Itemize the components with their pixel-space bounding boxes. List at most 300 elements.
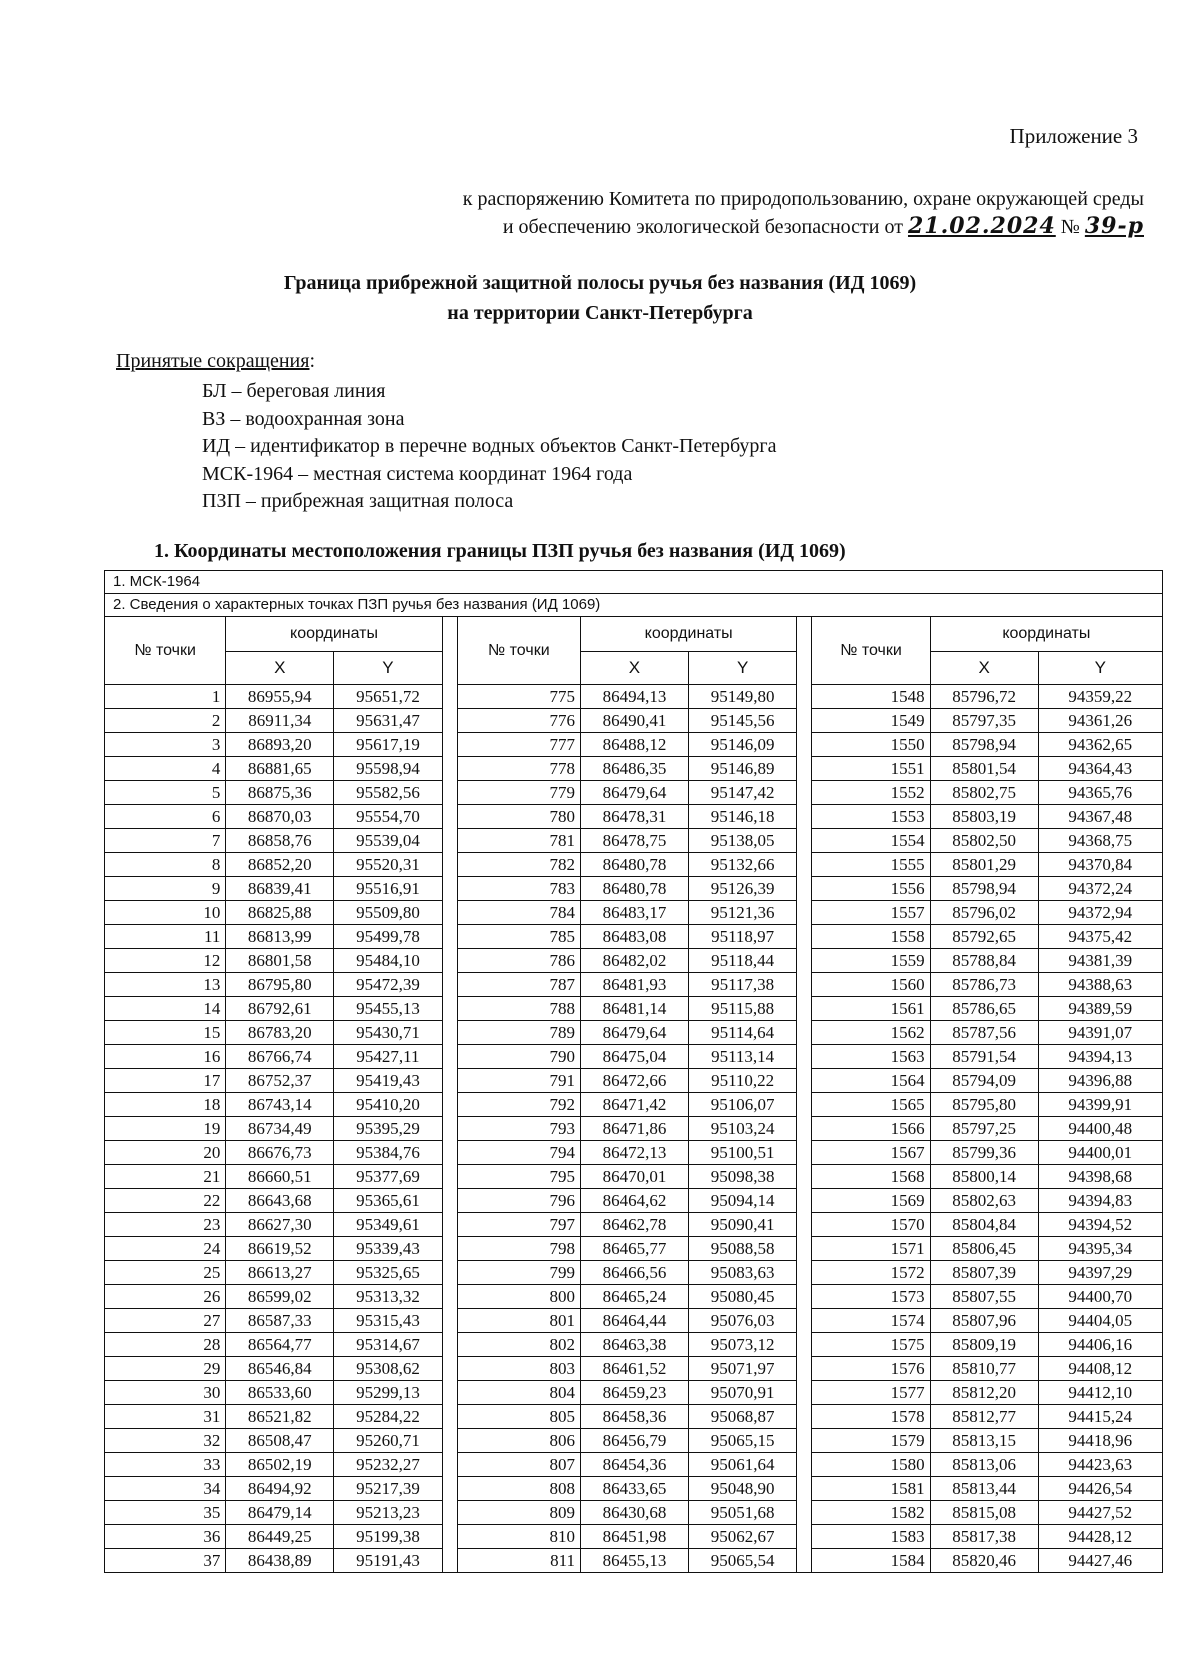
- table-row: [105, 1381, 442, 1405]
- x-coordinate-cell: 86471,42: [581, 1093, 689, 1117]
- y-coordinate-cell: 95260,71: [334, 1429, 442, 1453]
- table-row: [458, 949, 797, 973]
- y-coordinate-cell: 95113,14: [688, 1045, 796, 1069]
- point-number-cell: 778: [458, 757, 581, 781]
- table-row: [105, 829, 442, 853]
- y-coordinate-cell: 94427,52: [1038, 1501, 1162, 1525]
- point-number-cell: 28: [105, 1333, 226, 1357]
- y-coordinate-cell: 95539,04: [334, 829, 442, 853]
- y-coordinate-cell: 95115,88: [688, 997, 796, 1021]
- table-row: [105, 1429, 442, 1453]
- y-coordinate-cell: 95325,65: [334, 1261, 442, 1285]
- x-coordinate-cell: 86546,84: [226, 1357, 334, 1381]
- x-coordinate-cell: 86461,52: [581, 1357, 689, 1381]
- table-row: [105, 1117, 442, 1141]
- x-coordinate-cell: 85817,38: [930, 1525, 1038, 1549]
- table-row: [812, 1021, 1162, 1045]
- point-number-cell: 2: [105, 709, 226, 733]
- y-coordinate-cell: 95520,31: [334, 853, 442, 877]
- y-coordinate-cell: 95145,56: [688, 709, 796, 733]
- table-row: [105, 1477, 442, 1501]
- point-number-cell: 1: [105, 685, 226, 709]
- y-coordinate-cell: 94423,63: [1038, 1453, 1162, 1477]
- x-coordinate-cell: 86494,92: [226, 1477, 334, 1501]
- x-coordinate-cell: 85795,80: [930, 1093, 1038, 1117]
- x-coordinate-cell: 86870,03: [226, 805, 334, 829]
- y-coordinate-cell: 95232,27: [334, 1453, 442, 1477]
- table-row: [458, 781, 797, 805]
- order-line-1: к распоряжению Комитета по природопользованию, охране окружающей среды: [462, 188, 1144, 210]
- y-coordinate-cell: 95149,80: [688, 685, 796, 709]
- x-coordinate-cell: 85799,36: [930, 1141, 1038, 1165]
- point-number-cell: 802: [458, 1333, 581, 1357]
- y-coordinate-cell: 95147,42: [688, 781, 796, 805]
- x-coordinate-cell: 86465,24: [581, 1285, 689, 1309]
- y-coordinate-cell: 95365,61: [334, 1189, 442, 1213]
- table-row: [458, 1165, 797, 1189]
- x-coordinate-cell: 86459,23: [581, 1381, 689, 1405]
- point-number-cell: 16: [105, 1045, 226, 1069]
- x-coordinate-cell: 85796,02: [930, 901, 1038, 925]
- abbreviation-item: ВЗ – водоохранная зона: [202, 407, 405, 430]
- point-number-cell: 1558: [812, 925, 930, 949]
- point-number-cell: 805: [458, 1405, 581, 1429]
- table-row: [812, 757, 1162, 781]
- x-coordinate-cell: 85803,19: [930, 805, 1038, 829]
- y-coordinate-cell: 94426,54: [1038, 1477, 1162, 1501]
- y-coordinate-cell: 95313,32: [334, 1285, 442, 1309]
- table-row: [812, 901, 1162, 925]
- point-number-cell: 1583: [812, 1525, 930, 1549]
- point-number-cell: 18: [105, 1093, 226, 1117]
- x-coordinate-cell: 85788,84: [930, 949, 1038, 973]
- point-number-cell: 14: [105, 997, 226, 1021]
- table-row: [458, 1309, 797, 1333]
- y-coordinate-cell: 95065,54: [688, 1549, 796, 1573]
- table-row: [105, 1045, 442, 1069]
- y-coordinate-cell: 95062,67: [688, 1525, 796, 1549]
- abbreviation-item: МСК-1964 – местная система координат 1964 года: [202, 462, 633, 485]
- y-coordinate-cell: 95554,70: [334, 805, 442, 829]
- table-row: [812, 1285, 1162, 1309]
- point-number-cell: 784: [458, 901, 581, 925]
- table-row: [105, 1189, 442, 1213]
- point-number-cell: 1568: [812, 1165, 930, 1189]
- table-row: [812, 1261, 1162, 1285]
- y-coordinate-cell: 94400,01: [1038, 1141, 1162, 1165]
- y-coordinate-cell: 95631,47: [334, 709, 442, 733]
- table-row: [458, 1477, 797, 1501]
- x-coordinate-cell: 85807,39: [930, 1261, 1038, 1285]
- y-coordinate-cell: 95048,90: [688, 1477, 796, 1501]
- y-coordinate-cell: 94362,65: [1038, 733, 1162, 757]
- point-number-cell: 35: [105, 1501, 226, 1525]
- x-coordinate-cell: 86480,78: [581, 877, 689, 901]
- point-number-cell: 1555: [812, 853, 930, 877]
- x-coordinate-cell: 86480,78: [581, 853, 689, 877]
- x-coordinate-cell: 85820,46: [930, 1549, 1038, 1573]
- point-number-cell: 788: [458, 997, 581, 1021]
- point-number-cell: 1569: [812, 1189, 930, 1213]
- table-row: [458, 1021, 797, 1045]
- table-row: [812, 853, 1162, 877]
- y-coordinate-cell: 95384,76: [334, 1141, 442, 1165]
- y-coordinate-cell: 95617,19: [334, 733, 442, 757]
- table-row: [105, 1405, 442, 1429]
- point-number-cell: 808: [458, 1477, 581, 1501]
- x-coordinate-cell: 86458,36: [581, 1405, 689, 1429]
- x-coordinate-cell: 85797,35: [930, 709, 1038, 733]
- y-coordinate-cell: 95314,67: [334, 1333, 442, 1357]
- point-number-cell: 1565: [812, 1093, 930, 1117]
- y-coordinate-cell: 94395,34: [1038, 1237, 1162, 1261]
- point-number-cell: 1554: [812, 829, 930, 853]
- x-coordinate-cell: 85801,54: [930, 757, 1038, 781]
- y-coordinate-cell: 94365,76: [1038, 781, 1162, 805]
- point-number-cell: 776: [458, 709, 581, 733]
- x-coordinate-cell: 85813,06: [930, 1453, 1038, 1477]
- y-coordinate-cell: 95106,07: [688, 1093, 796, 1117]
- table-row: [458, 877, 797, 901]
- point-number-cell: 1567: [812, 1141, 930, 1165]
- x-coordinate-cell: 86587,33: [226, 1309, 334, 1333]
- point-number-cell: 796: [458, 1189, 581, 1213]
- x-coordinate-cell: 86599,02: [226, 1285, 334, 1309]
- y-coordinate-cell: 95499,78: [334, 925, 442, 949]
- table-row: [105, 1093, 442, 1117]
- x-coordinate-cell: 86481,14: [581, 997, 689, 1021]
- table-row: [812, 1549, 1162, 1573]
- table-row: [812, 1357, 1162, 1381]
- x-coordinate-cell: 86433,65: [581, 1477, 689, 1501]
- point-number-cell: 3: [105, 733, 226, 757]
- point-number-cell: 12: [105, 949, 226, 973]
- x-coordinate-cell: 86676,73: [226, 1141, 334, 1165]
- point-number-cell: 26: [105, 1285, 226, 1309]
- y-coordinate-cell: 94406,16: [1038, 1333, 1162, 1357]
- table-row: [458, 733, 797, 757]
- table-row: [458, 853, 797, 877]
- y-coordinate-cell: 95100,51: [688, 1141, 796, 1165]
- x-coordinate-cell: 85796,72: [930, 685, 1038, 709]
- point-number-cell: 1574: [812, 1309, 930, 1333]
- x-coordinate-cell: 86438,89: [226, 1549, 334, 1573]
- y-coordinate-cell: 95484,10: [334, 949, 442, 973]
- table-row: [105, 949, 442, 973]
- y-coordinate-cell: 94391,07: [1038, 1021, 1162, 1045]
- x-coordinate-cell: 86470,01: [581, 1165, 689, 1189]
- y-coordinate-cell: 95598,94: [334, 757, 442, 781]
- x-coordinate-cell: 86858,76: [226, 829, 334, 853]
- y-coordinate-cell: 95138,05: [688, 829, 796, 853]
- x-coordinate-cell: 86478,75: [581, 829, 689, 853]
- table-row: [458, 997, 797, 1021]
- point-number-cell: 1577: [812, 1381, 930, 1405]
- x-coordinate-cell: 86521,82: [226, 1405, 334, 1429]
- table-blocks: [105, 617, 1162, 1572]
- table-row: [812, 1165, 1162, 1189]
- table-row: [812, 709, 1162, 733]
- y-coordinate-cell: 94412,10: [1038, 1381, 1162, 1405]
- table-row: [105, 685, 442, 709]
- y-coordinate-cell: 94400,70: [1038, 1285, 1162, 1309]
- point-number-cell: 6: [105, 805, 226, 829]
- x-coordinate-cell: 85787,56: [930, 1021, 1038, 1045]
- x-coordinate-cell: 86627,30: [226, 1213, 334, 1237]
- y-coordinate-cell: 94364,43: [1038, 757, 1162, 781]
- x-coordinate-cell: 86490,41: [581, 709, 689, 733]
- annex-label: Приложение 3: [1009, 124, 1138, 148]
- table-row: [105, 1333, 442, 1357]
- y-coordinate-cell: 95065,15: [688, 1429, 796, 1453]
- y-coordinate-cell: 95146,89: [688, 757, 796, 781]
- x-coordinate-cell: 86488,12: [581, 733, 689, 757]
- y-coordinate-cell: 94361,26: [1038, 709, 1162, 733]
- table-row: [105, 1285, 442, 1309]
- table-row: [458, 1285, 797, 1309]
- table-row: [105, 1021, 442, 1045]
- y-coordinate-cell: 95132,66: [688, 853, 796, 877]
- point-number-cell: 801: [458, 1309, 581, 1333]
- table-row: [105, 877, 442, 901]
- x-coordinate-cell: 86643,68: [226, 1189, 334, 1213]
- table-row: [812, 781, 1162, 805]
- table-row: [105, 1501, 442, 1525]
- coordinates-table: [104, 570, 1163, 1573]
- point-number-cell: 1562: [812, 1021, 930, 1045]
- y-coordinate-cell: 95068,87: [688, 1405, 796, 1429]
- table-row: [105, 709, 442, 733]
- table-row: [812, 1237, 1162, 1261]
- point-number-cell: 1551: [812, 757, 930, 781]
- order-reference: [244, 186, 1144, 241]
- y-coordinate-cell: 94368,75: [1038, 829, 1162, 853]
- abbreviations-list: [202, 378, 776, 516]
- x-coordinate-cell: 86825,88: [226, 901, 334, 925]
- order-line-2-prefix: и обеспечению экологической безопасности от: [502, 216, 903, 238]
- points-block: [458, 617, 797, 1572]
- point-number-cell: 9: [105, 877, 226, 901]
- x-coordinate-cell: 85807,96: [930, 1309, 1038, 1333]
- table-row: [458, 1453, 797, 1477]
- x-coordinate-cell: 86766,74: [226, 1045, 334, 1069]
- table-row: [458, 1381, 797, 1405]
- y-coordinate-cell: 95315,43: [334, 1309, 442, 1333]
- point-number-cell: 1579: [812, 1429, 930, 1453]
- point-number-cell: 1578: [812, 1405, 930, 1429]
- x-coordinate-cell: 86471,86: [581, 1117, 689, 1141]
- table-row: [812, 1453, 1162, 1477]
- y-coordinate-cell: 94394,52: [1038, 1213, 1162, 1237]
- table-row: [458, 805, 797, 829]
- x-coordinate-cell: 86502,19: [226, 1453, 334, 1477]
- table-row: [812, 1405, 1162, 1429]
- abbreviations-heading: [116, 350, 315, 373]
- y-coordinate-cell: 94398,68: [1038, 1165, 1162, 1189]
- x-coordinate-cell: 86479,64: [581, 1021, 689, 1045]
- y-coordinate-cell: 94388,63: [1038, 973, 1162, 997]
- table-row: [105, 1069, 442, 1093]
- column-x: X: [581, 652, 689, 685]
- y-coordinate-cell: 94400,48: [1038, 1117, 1162, 1141]
- table-row: [458, 1237, 797, 1261]
- x-coordinate-cell: 86881,65: [226, 757, 334, 781]
- y-coordinate-cell: 94404,05: [1038, 1309, 1162, 1333]
- table-row: [105, 1237, 442, 1261]
- x-coordinate-cell: 85813,44: [930, 1477, 1038, 1501]
- point-number-cell: 798: [458, 1237, 581, 1261]
- point-number-cell: 806: [458, 1429, 581, 1453]
- table-row: [105, 973, 442, 997]
- table-row: [458, 1069, 797, 1093]
- y-coordinate-cell: 95217,39: [334, 1477, 442, 1501]
- x-coordinate-cell: 86478,31: [581, 805, 689, 829]
- x-coordinate-cell: 85798,94: [930, 877, 1038, 901]
- coordinate-system-row: 1. МСК-1964: [105, 571, 1162, 594]
- y-coordinate-cell: 95419,43: [334, 1069, 442, 1093]
- point-number-cell: 17: [105, 1069, 226, 1093]
- column-coordinates: координаты: [226, 617, 442, 652]
- x-coordinate-cell: 86839,41: [226, 877, 334, 901]
- point-number-cell: 1576: [812, 1357, 930, 1381]
- x-coordinate-cell: 85812,20: [930, 1381, 1038, 1405]
- point-number-cell: 1570: [812, 1213, 930, 1237]
- point-number-cell: 793: [458, 1117, 581, 1141]
- y-coordinate-cell: 95117,38: [688, 973, 796, 997]
- y-coordinate-cell: 95582,56: [334, 781, 442, 805]
- x-coordinate-cell: 85806,45: [930, 1237, 1038, 1261]
- y-coordinate-cell: 95430,71: [334, 1021, 442, 1045]
- point-number-cell: 1584: [812, 1549, 930, 1573]
- y-coordinate-cell: 95339,43: [334, 1237, 442, 1261]
- point-number-cell: 777: [458, 733, 581, 757]
- y-coordinate-cell: 95191,43: [334, 1549, 442, 1573]
- section-title: 1. Координаты местоположения границы ПЗП ручья без названия (ИД 1069): [154, 540, 846, 562]
- point-number-cell: 19: [105, 1117, 226, 1141]
- table-row: [458, 1141, 797, 1165]
- table-row: [812, 1093, 1162, 1117]
- point-number-cell: 1553: [812, 805, 930, 829]
- y-coordinate-cell: 95088,58: [688, 1237, 796, 1261]
- y-coordinate-cell: 94397,29: [1038, 1261, 1162, 1285]
- points-block: [105, 617, 442, 1572]
- y-coordinate-cell: 95118,97: [688, 925, 796, 949]
- point-number-cell: 1556: [812, 877, 930, 901]
- x-coordinate-cell: 86734,49: [226, 1117, 334, 1141]
- point-number-cell: 794: [458, 1141, 581, 1165]
- y-coordinate-cell: 95377,69: [334, 1165, 442, 1189]
- y-coordinate-cell: 94375,42: [1038, 925, 1162, 949]
- table-row: [458, 901, 797, 925]
- point-number-cell: 21: [105, 1165, 226, 1189]
- x-coordinate-cell: 86752,37: [226, 1069, 334, 1093]
- table-row: [812, 1189, 1162, 1213]
- table-row: [105, 997, 442, 1021]
- order-number-label: №: [1060, 216, 1080, 238]
- table-row: [812, 1213, 1162, 1237]
- x-coordinate-cell: 86795,80: [226, 973, 334, 997]
- x-coordinate-cell: 85794,09: [930, 1069, 1038, 1093]
- column-y: Y: [334, 652, 442, 685]
- table-row: [812, 1381, 1162, 1405]
- table-row: [812, 1069, 1162, 1093]
- point-number-cell: 1549: [812, 709, 930, 733]
- point-number-cell: 803: [458, 1357, 581, 1381]
- table-row: [812, 733, 1162, 757]
- table-row: [105, 1525, 442, 1549]
- x-coordinate-cell: 86792,61: [226, 997, 334, 1021]
- x-coordinate-cell: 86783,20: [226, 1021, 334, 1045]
- point-number-cell: 787: [458, 973, 581, 997]
- y-coordinate-cell: 94370,84: [1038, 853, 1162, 877]
- point-number-cell: 785: [458, 925, 581, 949]
- point-number-cell: 1575: [812, 1333, 930, 1357]
- document-title-line-1: Граница прибрежной защитной полосы ручья без названия (ИД 1069): [283, 272, 917, 294]
- table-row: [458, 757, 797, 781]
- point-number-cell: 780: [458, 805, 581, 829]
- point-number-cell: 32: [105, 1429, 226, 1453]
- y-coordinate-cell: 95455,13: [334, 997, 442, 1021]
- x-coordinate-cell: 86463,38: [581, 1333, 689, 1357]
- point-number-cell: 33: [105, 1453, 226, 1477]
- y-coordinate-cell: 94428,12: [1038, 1525, 1162, 1549]
- point-number-cell: 25: [105, 1261, 226, 1285]
- x-coordinate-cell: 86619,52: [226, 1237, 334, 1261]
- x-coordinate-cell: 86449,25: [226, 1525, 334, 1549]
- y-coordinate-cell: 95076,03: [688, 1309, 796, 1333]
- column-y: Y: [1038, 652, 1162, 685]
- table-row: [458, 973, 797, 997]
- x-coordinate-cell: 85792,65: [930, 925, 1038, 949]
- x-coordinate-cell: 86955,94: [226, 685, 334, 709]
- point-number-cell: 807: [458, 1453, 581, 1477]
- x-coordinate-cell: 86475,04: [581, 1045, 689, 1069]
- table-row: [458, 1501, 797, 1525]
- y-coordinate-cell: 94399,91: [1038, 1093, 1162, 1117]
- table-row: [458, 1525, 797, 1549]
- x-coordinate-cell: 86813,99: [226, 925, 334, 949]
- point-number-cell: 1548: [812, 685, 930, 709]
- point-number-cell: 22: [105, 1189, 226, 1213]
- x-coordinate-cell: 86472,13: [581, 1141, 689, 1165]
- x-coordinate-cell: 86454,36: [581, 1453, 689, 1477]
- point-number-cell: 779: [458, 781, 581, 805]
- point-number-cell: 1557: [812, 901, 930, 925]
- y-coordinate-cell: 95126,39: [688, 877, 796, 901]
- y-coordinate-cell: 95103,24: [688, 1117, 796, 1141]
- x-coordinate-cell: 85813,15: [930, 1429, 1038, 1453]
- point-number-cell: 1571: [812, 1237, 930, 1261]
- point-number-cell: 7: [105, 829, 226, 853]
- table-row: [105, 805, 442, 829]
- y-coordinate-cell: 95061,64: [688, 1453, 796, 1477]
- points-block: [812, 617, 1162, 1572]
- point-number-cell: 786: [458, 949, 581, 973]
- x-coordinate-cell: 86479,14: [226, 1501, 334, 1525]
- point-number-cell: 775: [458, 685, 581, 709]
- y-coordinate-cell: 95098,38: [688, 1165, 796, 1189]
- order-number: 39-р: [1084, 213, 1144, 239]
- point-number-cell: 790: [458, 1045, 581, 1069]
- point-number-cell: 781: [458, 829, 581, 853]
- y-coordinate-cell: 95213,23: [334, 1501, 442, 1525]
- table-row: [105, 1453, 442, 1477]
- y-coordinate-cell: 94427,46: [1038, 1549, 1162, 1573]
- table-row: [458, 1429, 797, 1453]
- x-coordinate-cell: 86481,93: [581, 973, 689, 997]
- y-coordinate-cell: 95516,91: [334, 877, 442, 901]
- x-coordinate-cell: 86472,66: [581, 1069, 689, 1093]
